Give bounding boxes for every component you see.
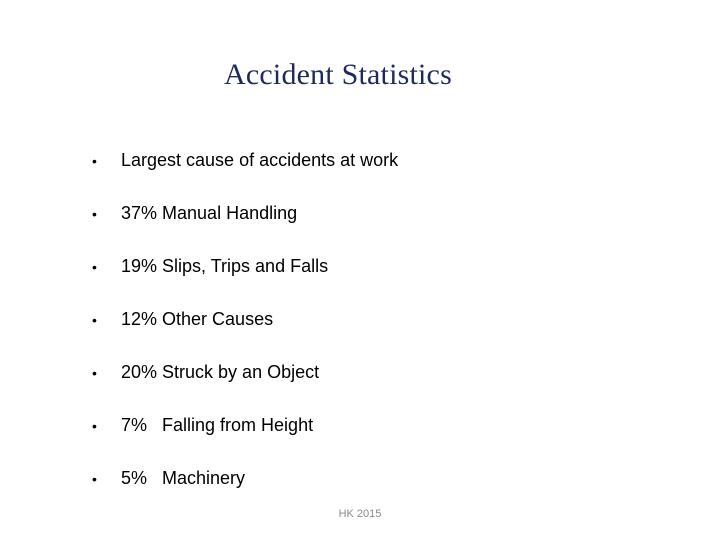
bullet-item bbox=[92, 399, 398, 452]
bullet-icon: • bbox=[92, 152, 97, 169]
bullet-item bbox=[92, 134, 398, 187]
slide-footer: HK 2015 bbox=[338, 508, 382, 520]
bullet-text: 37% Manual Handling bbox=[121, 203, 298, 223]
bullet-item bbox=[92, 187, 398, 240]
bullet-item bbox=[92, 240, 398, 293]
bullet-icon: • bbox=[92, 364, 97, 381]
bullet-text: 19% Slips, Trips and Falls bbox=[121, 256, 329, 276]
bullet-item bbox=[92, 293, 398, 346]
bullet-icon: • bbox=[92, 470, 97, 487]
bullet-text: 12% Other Causes bbox=[121, 309, 274, 329]
bullet-icon: • bbox=[92, 205, 97, 222]
slide-title: Accident Statistics bbox=[224, 58, 452, 91]
bullet-text: 7% Falling from Height bbox=[121, 415, 314, 435]
bullet-item bbox=[92, 452, 398, 505]
bullet-icon: • bbox=[92, 258, 97, 275]
bullet-text: 5% Machinery bbox=[121, 468, 246, 488]
bullet-text: 20% Struck by an Object bbox=[121, 362, 320, 382]
bullet-text: Largest cause of accidents at work bbox=[121, 150, 399, 170]
bullet-list bbox=[92, 134, 398, 505]
bullet-icon: • bbox=[92, 311, 97, 328]
bullet-icon: • bbox=[92, 417, 97, 434]
bullet-item bbox=[92, 346, 398, 399]
